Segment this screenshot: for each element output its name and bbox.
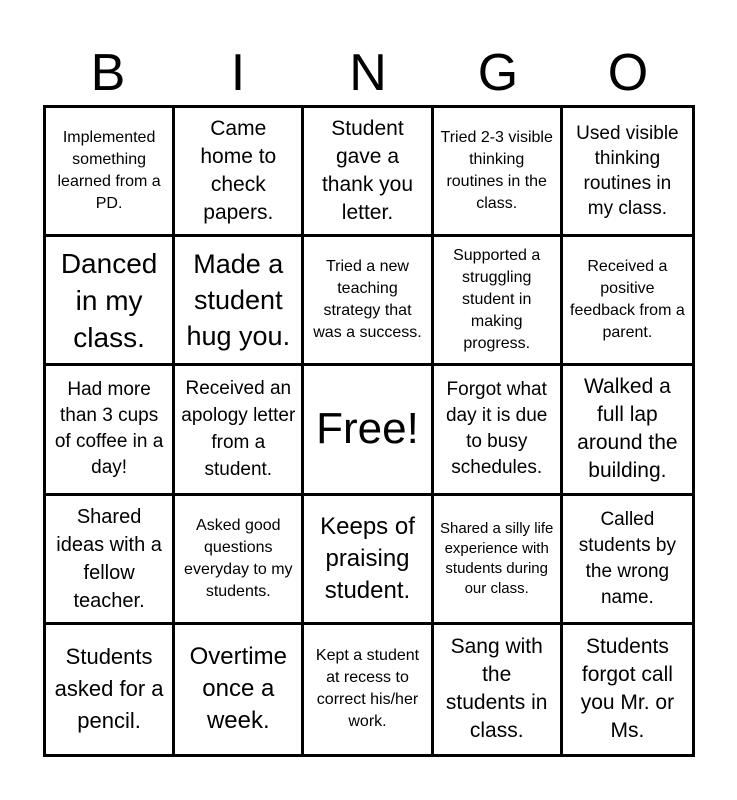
cell-text: Used visible thinking routines in my class. (576, 123, 679, 220)
cell-text: Keeps of praising student. (320, 512, 415, 604)
bingo-cell[interactable] (175, 496, 304, 625)
cell-text: Tried 2-3 visible thinking routines in the class. (440, 129, 553, 213)
bingo-cell[interactable] (46, 108, 175, 237)
cell-text: Danced in my class. (60, 247, 158, 353)
cell-text: Students asked for a pencil. (54, 644, 164, 734)
bingo-cell[interactable] (46, 237, 175, 366)
cell-text: Students forgot call you Mr. or Ms. (580, 635, 675, 743)
header-letter-o: O (607, 44, 649, 102)
cell-text: Had more than 3 cups of coffee in a day! (54, 379, 164, 479)
cell-text: Shared a silly life experience with students during our class. (440, 519, 554, 597)
header-letter-n: N (349, 44, 387, 102)
cell-text: Received a positive feedback from a parent. (570, 258, 685, 342)
cell-text: Overtime once a week. (189, 643, 287, 735)
cell-text: Forgot what day it is due to busy schedules. (445, 379, 548, 479)
bingo-cell[interactable] (563, 366, 692, 495)
bingo-cell[interactable] (434, 108, 563, 237)
bingo-cell[interactable] (46, 496, 175, 625)
cell-text: Tried a new teaching strategy that was a success. (313, 258, 422, 342)
cell-text: Called students by the wrong name. (578, 508, 676, 608)
bingo-cell[interactable] (434, 366, 563, 495)
cell-text: Free! (316, 404, 419, 454)
bingo-cell[interactable] (563, 237, 692, 366)
bingo-cell[interactable] (46, 625, 175, 754)
bingo-cell[interactable] (304, 108, 433, 237)
cell-text: Received an apology letter from a student. (181, 378, 296, 481)
bingo-cell[interactable] (434, 237, 563, 366)
cell-text: Supported a struggling student in making progress. (453, 247, 541, 353)
cell-text: Sang with the students in class. (445, 635, 548, 743)
cell-text: Student gave a thank you letter. (321, 117, 414, 225)
bingo-cell[interactable] (175, 366, 304, 495)
bingo-cell[interactable] (175, 237, 304, 366)
bingo-cell[interactable] (434, 625, 563, 754)
bingo-cell[interactable] (175, 625, 304, 754)
bingo-cell[interactable] (175, 108, 304, 237)
bingo-cell[interactable] (304, 625, 433, 754)
bingo-header (43, 42, 693, 104)
bingo-cell[interactable] (46, 366, 175, 495)
header-letter-i: I (230, 44, 246, 102)
bingo-cell[interactable] (304, 496, 433, 625)
cell-text: Walked a full lap around the building. (577, 375, 678, 483)
bingo-cell[interactable] (304, 237, 433, 366)
cell-text: Kept a student at recess to correct his/her work. (315, 647, 420, 731)
bingo-board (43, 105, 695, 757)
header-letter-b: B (90, 44, 126, 102)
cell-text: Made a student hug you. (186, 249, 291, 352)
cell-text: Implemented something learned from a PD. (57, 129, 161, 213)
header-letter-g: G (477, 44, 519, 102)
bingo-cell[interactable] (563, 496, 692, 625)
cell-text: Came home to check papers. (200, 117, 277, 225)
bingo-cell[interactable] (563, 625, 692, 754)
bingo-cell[interactable] (563, 108, 692, 237)
cell-text: Shared ideas with a fellow teacher. (56, 505, 162, 612)
free-space[interactable] (304, 366, 433, 495)
cell-text: Asked good questions everyday to my students. (184, 516, 293, 600)
bingo-cell[interactable] (434, 496, 563, 625)
